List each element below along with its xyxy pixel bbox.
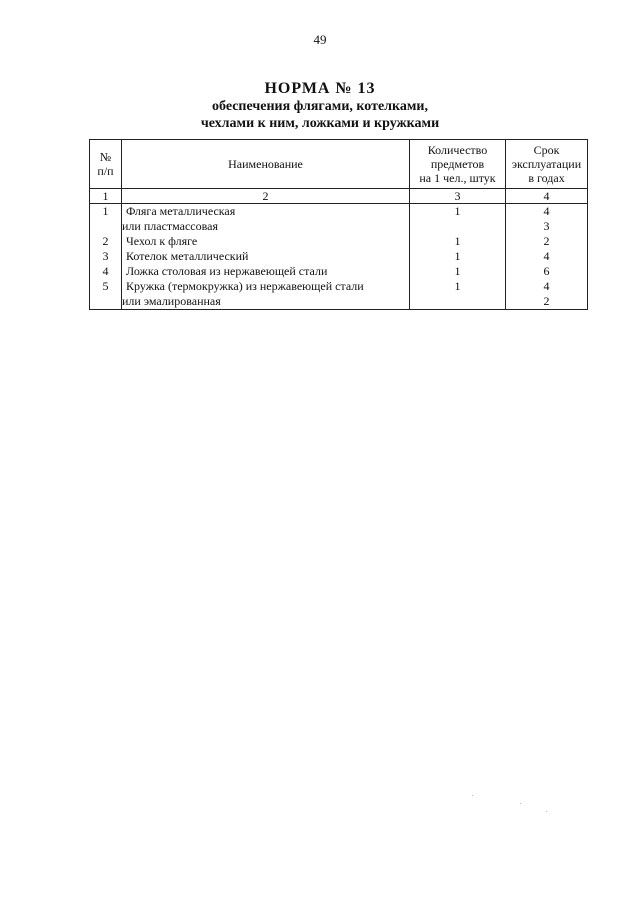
header-qty-line-3: на 1 чел., штук bbox=[419, 171, 496, 185]
row-qty bbox=[410, 219, 506, 234]
header-term-line-2: эксплуатации bbox=[511, 157, 582, 171]
row-num: 4 bbox=[90, 264, 122, 279]
header-num-line-2: п/п bbox=[97, 164, 114, 178]
scan-speck bbox=[546, 811, 547, 812]
header-qty bbox=[410, 140, 506, 189]
row-num: 1 bbox=[90, 204, 122, 220]
row-name: Чехол к фляге bbox=[122, 234, 410, 249]
table-row bbox=[90, 264, 588, 279]
row-term: 4 bbox=[506, 204, 588, 220]
table-header-row bbox=[90, 140, 588, 189]
header-term-line-1: Срок bbox=[533, 143, 560, 157]
row-term: 2 bbox=[506, 294, 588, 310]
document-subtitle bbox=[0, 98, 640, 132]
header-num-line-1: № bbox=[99, 150, 112, 164]
header-qty-line-1: Количество bbox=[427, 143, 488, 157]
row-name: Фляга металлическая bbox=[122, 204, 410, 220]
table-body bbox=[90, 204, 588, 310]
row-name: Котелок металлический bbox=[122, 249, 410, 264]
page-number: 49 bbox=[313, 32, 327, 47]
row-term: 4 bbox=[506, 279, 588, 294]
row-qty: 1 bbox=[410, 234, 506, 249]
column-number: 2 bbox=[122, 189, 410, 204]
row-qty: 1 bbox=[410, 279, 506, 294]
row-qty: 1 bbox=[410, 249, 506, 264]
header-term bbox=[506, 140, 588, 189]
subtitle-line-2: чехлами к ним, ложками и кружками bbox=[200, 116, 440, 131]
table-row bbox=[90, 234, 588, 249]
row-qty: 1 bbox=[410, 264, 506, 279]
scan-speck bbox=[520, 803, 521, 804]
table-row bbox=[90, 279, 588, 294]
table-row bbox=[90, 219, 588, 234]
column-number: 1 bbox=[90, 189, 122, 204]
subtitle-line-1: обеспечения флягами, котелками, bbox=[212, 99, 428, 114]
table-row bbox=[90, 249, 588, 264]
row-term: 6 bbox=[506, 264, 588, 279]
scan-speck bbox=[472, 795, 473, 796]
row-term: 3 bbox=[506, 219, 588, 234]
header-term-line-3: в годах bbox=[528, 171, 565, 185]
row-name: Ложка столовая из нержавеющей стали bbox=[122, 264, 410, 279]
column-number-row bbox=[90, 189, 588, 204]
row-qty bbox=[410, 294, 506, 310]
document-title: НОРМА № 13 bbox=[264, 80, 376, 97]
column-number: 4 bbox=[506, 189, 588, 204]
row-qty: 1 bbox=[410, 204, 506, 220]
row-name: или эмалированная bbox=[122, 294, 410, 310]
row-num: 5 bbox=[90, 279, 122, 294]
norm-table bbox=[89, 139, 588, 310]
header-num bbox=[90, 140, 122, 189]
column-number: 3 bbox=[410, 189, 506, 204]
table-row bbox=[90, 294, 588, 310]
row-num: 2 bbox=[90, 234, 122, 249]
row-term: 2 bbox=[506, 234, 588, 249]
row-name: Кружка (термокружка) из нержавеющей стали bbox=[122, 279, 410, 294]
row-num: 3 bbox=[90, 249, 122, 264]
table-row bbox=[90, 204, 588, 220]
row-num bbox=[90, 219, 122, 234]
row-num bbox=[90, 294, 122, 310]
row-name: или пластмассовая bbox=[122, 219, 410, 234]
header-qty-line-2: предметов bbox=[430, 157, 485, 171]
header-name: Наименование bbox=[122, 140, 410, 189]
row-term: 4 bbox=[506, 249, 588, 264]
